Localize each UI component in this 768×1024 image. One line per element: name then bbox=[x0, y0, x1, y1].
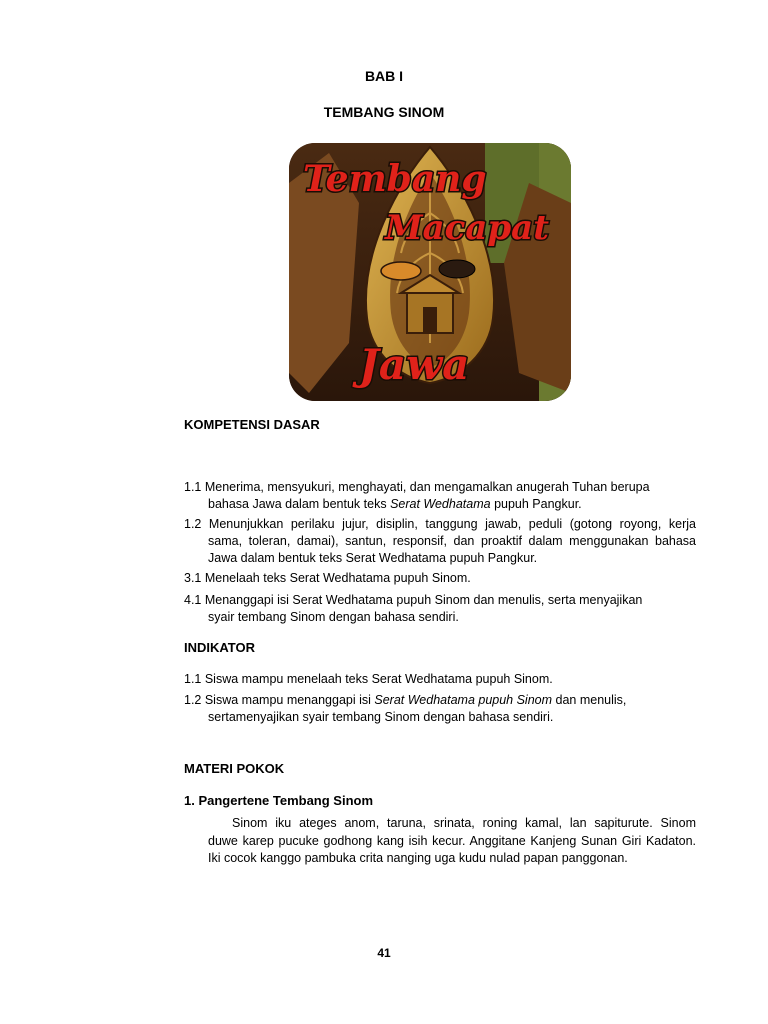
text-segment: pupuh Pangkur. bbox=[490, 497, 582, 511]
kompetensi-item-2-line3: Jawa dalam bentuk teks Serat Wedhatama pupuh Pangkur. bbox=[208, 551, 538, 565]
kompetensi-item-4 bbox=[184, 592, 696, 626]
kompetensi-item-2-line2: sama, toleran, damai), santun, responsif, dan proaktif dalam menggunakan bahasa bbox=[208, 534, 696, 548]
kompetensi-item-3 bbox=[184, 570, 696, 587]
text-segment: 1.2 Siswa mampu menanggapi isi bbox=[184, 693, 375, 707]
page-title: TEMBANG SINOM bbox=[323, 104, 445, 120]
kompetensi-item-2-line1: 1.2 Menunjukkan perilaku jujur, disiplin, tanggung jawab, peduli (gotong royong, kerja bbox=[184, 517, 696, 531]
kompetensi-item-1 bbox=[184, 479, 696, 513]
paragraph-line-3: Iki cocok kanggo pambuka crita nanging uga kudu nulad papan panggonan. bbox=[208, 851, 628, 865]
materi-subheading-1: 1. Pangertene Tembang Sinom bbox=[184, 793, 374, 808]
cover-title-line2: Macapat bbox=[385, 208, 549, 248]
chapter-label: BAB I bbox=[364, 68, 404, 84]
materi-heading: MATERI POKOK bbox=[184, 761, 285, 776]
indikator-heading: INDIKATOR bbox=[184, 640, 256, 655]
kompetensi-heading: KOMPETENSI DASAR bbox=[184, 417, 320, 432]
indikator-item-2 bbox=[184, 692, 696, 726]
kompetensi-item-1-line1: 1.1 Menerima, mensyukuri, menghayati, dan mengamalkan anugerah Tuhan berupa bbox=[184, 480, 650, 494]
page-number: 41 bbox=[377, 946, 391, 960]
cover-title-line1: Tembang bbox=[303, 158, 487, 200]
kompetensi-item-1-line2 bbox=[184, 496, 696, 513]
kompetensi-item-3-line1: 3.1 Menelaah teks Serat Wedhatama pupuh Sinom. bbox=[184, 571, 471, 585]
wayang-illustration bbox=[289, 143, 571, 401]
indikator-item-2-line2: sertamenyajikan syair tembang Sinom dengan bahasa sendiri. bbox=[208, 710, 554, 724]
indikator-item-1-line1: 1.1 Siswa mampu menelaah teks Serat Wedhatama pupuh Sinom. bbox=[184, 672, 553, 686]
cover-title-line3: Jawa bbox=[359, 340, 470, 389]
indikator-item-1 bbox=[184, 671, 696, 688]
materi-paragraph bbox=[208, 815, 696, 868]
cover-image bbox=[289, 143, 571, 401]
text-segment: dan menulis, bbox=[552, 693, 627, 707]
indikator-item-2-line1 bbox=[184, 692, 696, 709]
italic-title: Serat Wedhatama bbox=[390, 497, 491, 511]
paragraph-line-1: Sinom iku ateges anom, taruna, srinata, roning kamal, lan sapiturute. Sinom bbox=[232, 816, 696, 830]
kompetensi-item-4-line1: 4.1 Menanggapi isi Serat Wedhatama pupuh Sinom dan menulis, serta menyajikan bbox=[184, 593, 643, 607]
paragraph-line-2: duwe karep pucuke godhong kang isih kecur. Anggitane Kanjeng Sunan Giri Kadaton. bbox=[208, 833, 696, 848]
kompetensi-item-4-line2: syair tembang Sinom dengan bahasa sendiri. bbox=[208, 610, 459, 624]
kompetensi-item-2 bbox=[184, 516, 696, 567]
italic-title: Serat Wedhatama pupuh Sinom bbox=[374, 693, 553, 707]
text-segment: bahasa Jawa dalam bentuk teks bbox=[208, 497, 391, 511]
